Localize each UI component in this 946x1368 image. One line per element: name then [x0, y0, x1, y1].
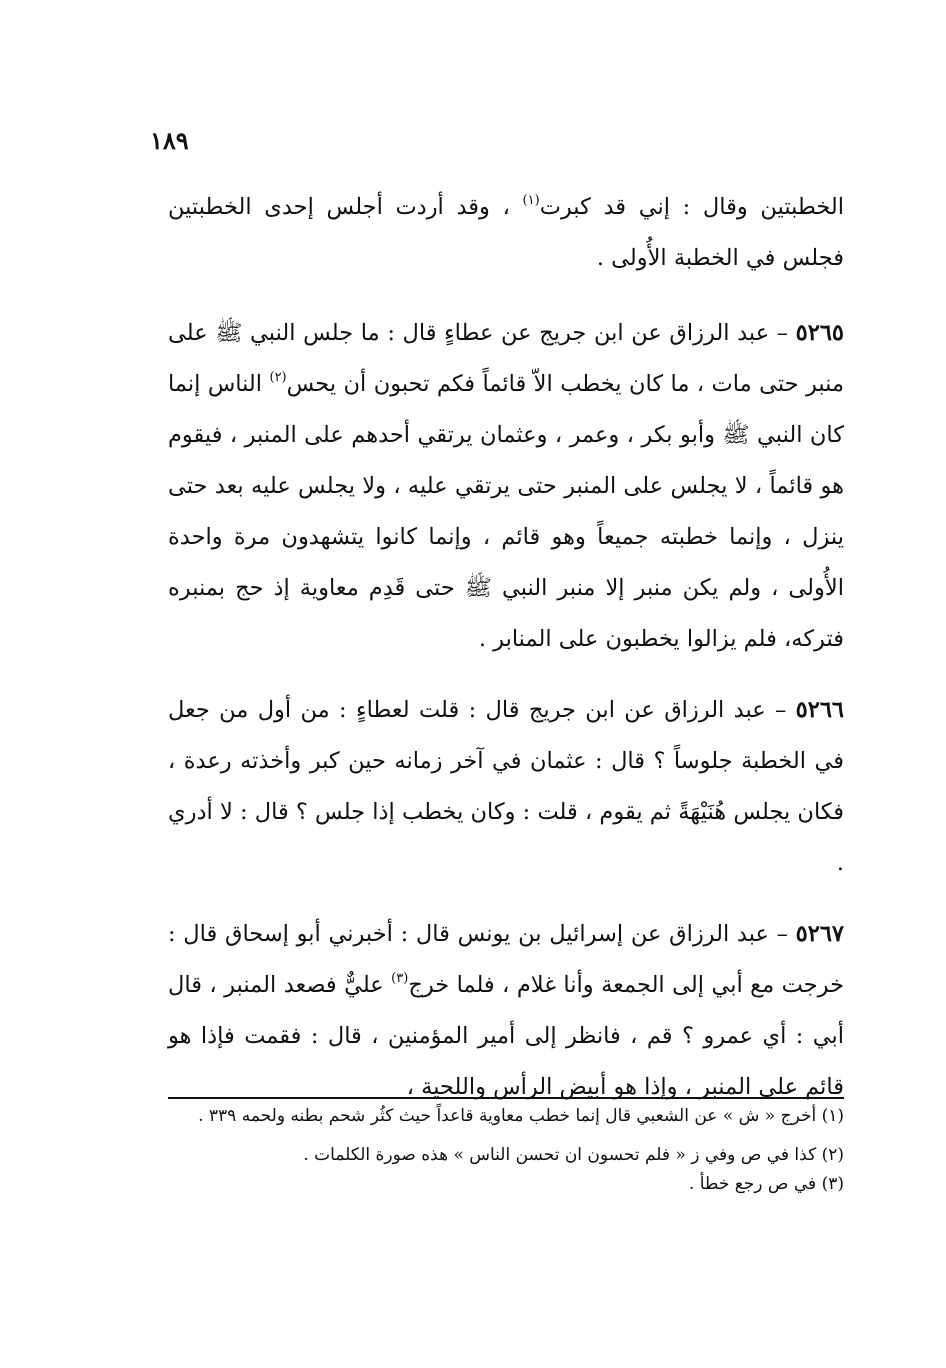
hadith-text-b: عليٌّ فصعد المنبر ، قال أبي : أي عمرو ؟ قم ، فانظر إلى أمير المؤمنين ، قال : فقمت فإذا هو قائم على المنبر ، وإذا هو أبيض الرأس واللحية ،	[168, 972, 844, 1100]
page-number: ١٨٩	[150, 126, 189, 155]
hadith-5267	[168, 909, 844, 1113]
main-text	[168, 182, 844, 1133]
hadith-text-b: الناس إنما كان النبي ﷺ وأبو بكر ، وعمر ، وعثمان يرتقي أحدهم على المنبر ، فيقوم هو قائماً ، لا يجلس على المنبر حتى يرتقي عليه ، ولا يجلس عليه بعد حتى ينزل ، وإنما خطبته جميعاً وهو قائم ، وإنما كانوا يتشهدون مرة واحدة الأُولى ، ولم يكن منبر إلا منبر النبي ﷺ حتى قَدِم معاوية إذ حج بمنبره فتركه، فلم يزالوا يخطبون على المنابر .	[168, 371, 844, 652]
hadith-number: ٥٢٦٧	[795, 921, 844, 947]
footnote-ref-3: (٣)	[391, 971, 409, 986]
continuation-text-b: ، وقد أردت أجلس إحدى الخطبتين فجلس في الخطبة الأُولى .	[168, 194, 844, 271]
footnote-2: (٢) كذا في ص وفي ز « فلم تحسون ان تحسن الناس » هذه صورة الكلمات .	[303, 1145, 844, 1165]
footnote-3: (٣) في ص رجع خطأ .	[688, 1174, 844, 1194]
hadith-5266	[168, 685, 844, 889]
hadith-number: ٥٢٦٦	[795, 697, 844, 723]
hadith-text: – عبد الرزاق عن ابن جريج قال : قلت لعطاءٍ : من أول من جعل في الخطبة جلوساً ؟ قال : عثمان في آخر زمانه حين كبر وأخذته رعدة ، فكان يجلس هُنَيْهَةً ثم يقوم ، قلت : وكان يخطب إذا جلس ؟ قال : لا أدري .	[168, 697, 844, 876]
hadith-text-a: – عبد الرزاق عن ابن جريج عن عطاءٍ قال : ما جلس النبي ﷺ على منبر حتى مات ، ما كان يخطب الاّ قائماً فكم تحبون أن يحس	[168, 320, 845, 397]
footnote-ref-2: (٢)	[269, 370, 287, 385]
footnote-divider	[168, 1097, 844, 1099]
continuation-text-a: الخطبتين وقال : إني قد كبرت	[539, 194, 844, 220]
footnote-1: (١) أخرج « ش » عن الشعبي قال إنما خطب معاوية قاعداً حيث كثُر شحم بطنه ولحمه ٣٣٩ .	[198, 1106, 844, 1126]
hadith-number: ٥٢٦٥	[795, 320, 844, 346]
continuation-paragraph	[168, 182, 844, 284]
footnotes	[168, 1102, 844, 1199]
hadith-text-a: – عبد الرزاق عن إسرائيل بن يونس قال : أخبرني أبو إسحاق قال : خرجت مع أبي إلى الجمعة وأنا غلام ، فلما خرج	[168, 921, 844, 998]
hadith-5265	[168, 308, 844, 665]
footnote-ref-1: (١)	[522, 193, 540, 208]
